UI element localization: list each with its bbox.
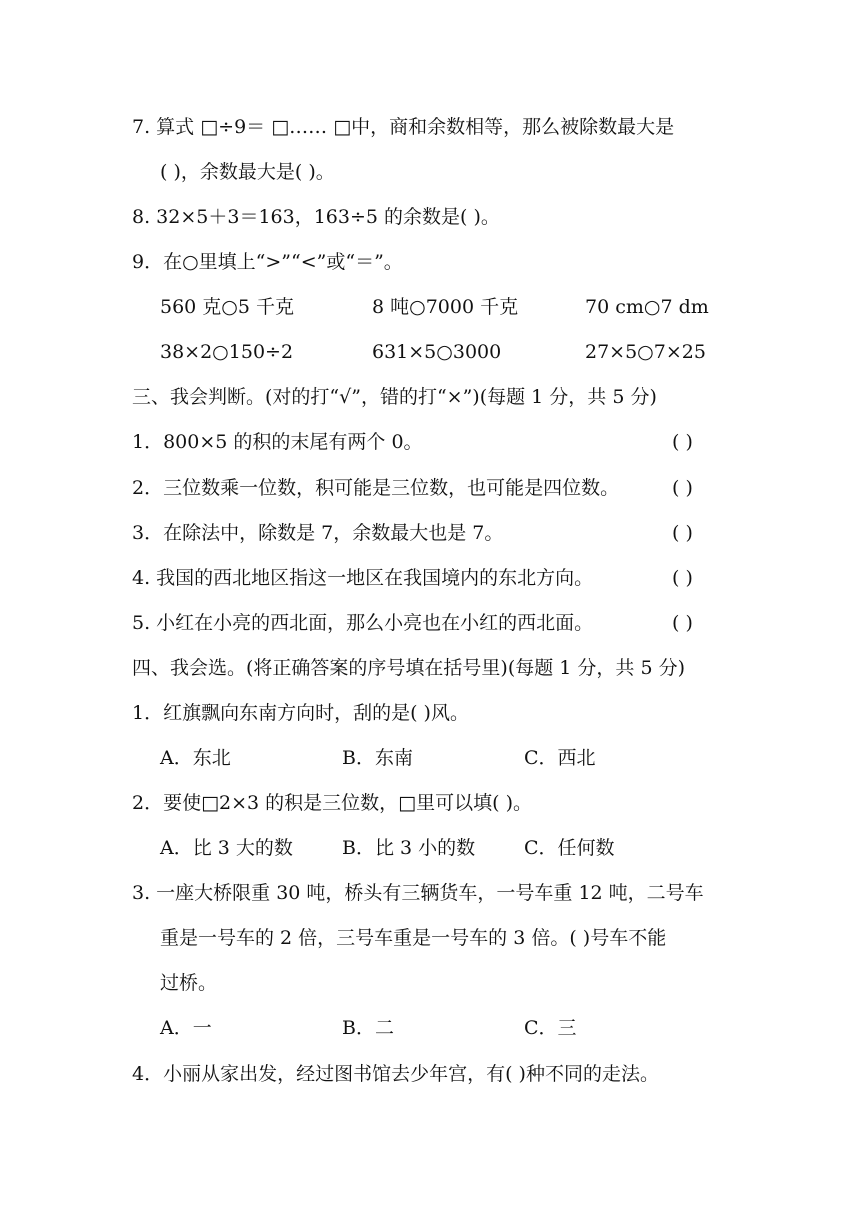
judge-blank-2: ( ) [672, 477, 693, 499]
choice-option-c: C．任何数 [524, 837, 615, 859]
compare-item: 8 吨○7000 千克 [372, 296, 519, 318]
section-3-heading: 三、我会判断。(对的打“√”，错的打“×”)(每题 1 分，共 5 分) [132, 386, 657, 408]
choice-question-3-line-2: 重是一号车的 2 倍，三号车重是一号车的 3 倍。( )号车不能 [160, 927, 667, 949]
judge-question-2: 2．三位数乘一位数，积可能是三位数，也可能是四位数。 [132, 477, 620, 499]
judge-question-1: 1．800×5 的积的末尾有两个 0。 [132, 431, 423, 453]
choice-question-2: 2．要使□2×3 的积是三位数，□里可以填( )。 [132, 792, 532, 814]
choice-question-1: 1．红旗飘向东南方向时，刮的是( )风。 [132, 702, 469, 724]
choice-question-4: 4．小丽从家出发，经过图书馆去少年宫，有( )种不同的走法。 [132, 1063, 659, 1085]
choice-option-a: A．比 3 大的数 [160, 837, 293, 859]
compare-item: 27×5○7×25 [585, 341, 706, 363]
compare-item: 631×5○3000 [372, 341, 502, 363]
compare-item: 70 cm○7 dm [585, 296, 709, 318]
choice-option-c: C．三 [524, 1017, 577, 1039]
judge-blank-4: ( ) [672, 567, 693, 589]
question-9: 9．在○里填上“>”“<”或“＝”。 [132, 251, 403, 273]
choice-option-a: A．一 [160, 1017, 212, 1039]
judge-question-4: 4. 我国的西北地区指这一地区在我国境内的东北方向。 [132, 567, 594, 589]
choice-question-3-line-1: 3. 一座大桥限重 30 吨，桥头有三辆货车，一号车重 12 吨，二号车 [132, 882, 704, 904]
question-8: 8. 32×5＋3＝163，163÷5 的余数是( )。 [132, 206, 500, 228]
judge-blank-5: ( ) [672, 612, 693, 634]
question-7-line-1: 7. 算式 □÷9＝ □…… □中，商和余数相等，那么被除数最大是 [132, 116, 675, 138]
judge-question-3: 3．在除法中，除数是 7，余数最大也是 7。 [132, 522, 504, 544]
choice-question-3-line-3: 过桥。 [160, 972, 218, 994]
choice-option-a: A．东北 [160, 747, 231, 769]
compare-item: 560 克○5 千克 [160, 296, 295, 318]
question-7-line-2: ( )，余数最大是( )。 [160, 161, 335, 183]
section-4-heading: 四、我会选。(将正确答案的序号填在括号里)(每题 1 分，共 5 分) [132, 657, 685, 679]
judge-question-5: 5. 小红在小亮的西北面，那么小亮也在小红的西北面。 [132, 612, 594, 634]
judge-blank-1: ( ) [672, 431, 693, 453]
choice-option-b: B．东南 [342, 747, 413, 769]
judge-blank-3: ( ) [672, 522, 693, 544]
choice-option-b: B．比 3 小的数 [342, 837, 476, 859]
choice-option-b: B．二 [342, 1017, 394, 1039]
choice-option-c: C．西北 [524, 747, 596, 769]
compare-item: 38×2○150÷2 [160, 341, 294, 363]
